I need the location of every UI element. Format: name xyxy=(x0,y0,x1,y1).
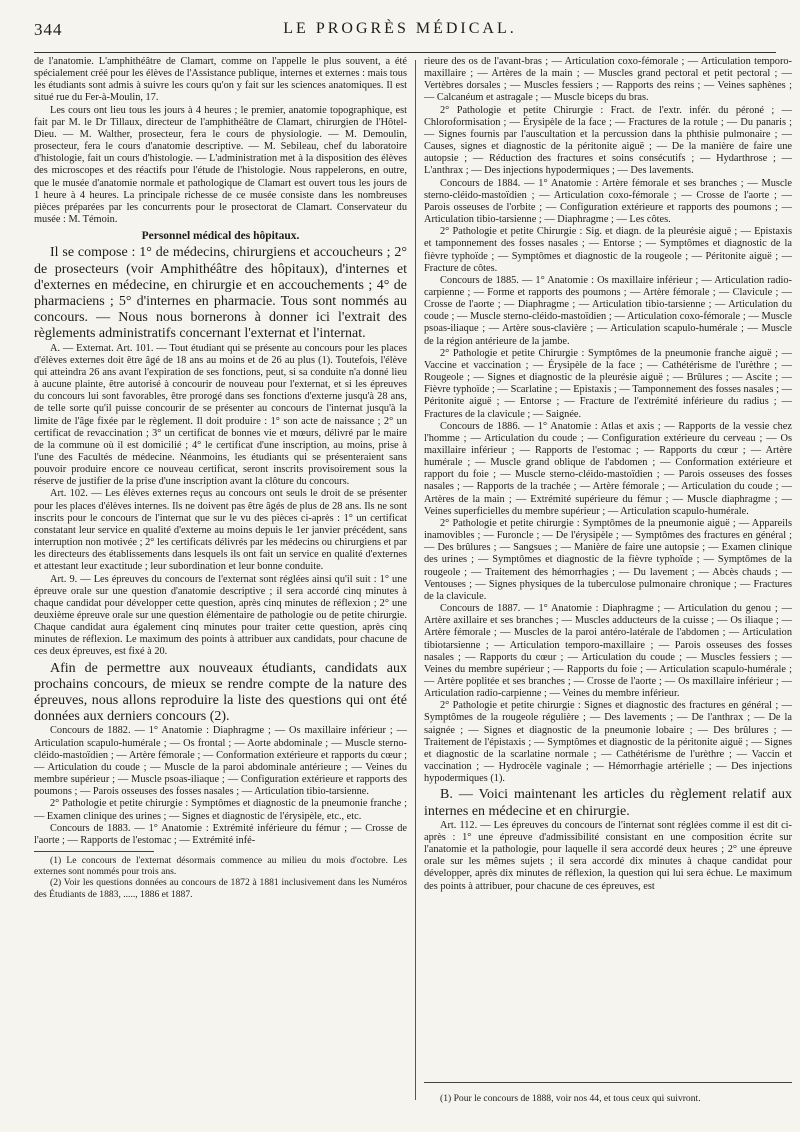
paragraph: Art. 112. — Les épreuves du concours de l'internat sont réglées comme il est dit ci-après : 1° une épreuve d'admissibilité consistant en une composition écrite sur l'anatomie et la pathologie, pour laquelle il sera accordé deux heures ; 2° une épreuve orale sur les mêmes sujets ; il sera accordé dix minutes à chaque candidat pour développer, après dix minutes de réflexion, la question qui lui sera échue. Le maximum des points à attribuer, pour chacune de ces épreuves, est xyxy=(424,819,792,892)
left-column xyxy=(34,56,407,1096)
page-header xyxy=(0,0,800,40)
paragraph: Concours de 1887. — 1° Anatomie : Diaphragme ; — Articulation du genou ; — Artère axillaire et ses branches ; — Muscles adducteurs de la cuisse ; — Os iliaque ; — Artère fémorale ; — Muscles de la paroi antéro-latérale de l'abdomen ; — Articulation tibiotarsienne ; — Articulation temporo-maxillaire ; — Parois osseuses des fosses nasales ; — Rapports du cœur ; — Articulation du coude ; — Muscles fessiers ; — Veines du membre supérieur ; — Rapports du foie ; — Articulation scapulo-humérale ; — Artère poplitée et ses branches ; — Crosse de l'aorte ; — Os maxillaire inférieur ; — Articulation radio-carpienne ; — Veines du membre inférieur. xyxy=(424,603,792,700)
header-rule xyxy=(34,52,776,53)
paragraph: Concours de 1884. — 1° Anatomie : Artère fémorale et ses branches ; — Muscle sterno-cléido-mastoïdien ; — Articulation coxo-fémorale ; — Crosse de l'aorte ; — Parois osseuses de l'orbite ; — Configuration extérieure et rapports des poumons ; — Articulation tibio-tarsienne ; — Diaphragme ; — Les côtes. xyxy=(424,177,792,226)
paragraph: Concours de 1885. — 1° Anatomie : Os maxillaire inférieur ; — Articulation radio-carpienne ; — Forme et rapports des poumons ; — Artère fémorale ; — Clavicule ; — Crosse de l'aorte ; — Diaphragme ; — Articulation tibio-tarsienne ; — Articulation du coude ; — Muscle sterno-cléido-mastoïdien ; — Articulation coxo-fémorale ; — Muscle psoas-iliaque ; — Artère sous-clavière ; — Articulation scapulo-humérale ; — Muscle de la région antérieure de la jambe. xyxy=(424,274,792,347)
running-title: LE PROGRÈS MÉDICAL. xyxy=(283,20,517,37)
paragraph: Concours de 1886. — 1° Anatomie : Atlas et axis ; — Rapports de la vessie chez l'homme ; — Articulation du coude ; — Configuration extérieure du cerveau ; — Os maxillaire inférieur ; — Rapports de l'estomac ; — Rapports du cœur ; — Artère humérale ; — Muscle grand oblique de l'abdomen ; — Conformation extérieure et rapport du foie ; — Muscle sterno-cléido-mastoïdien ; — Parois osseuses des fosses nasales ; — Rapports de la trachée ; — Artère fémorale ; — Articulation du coude ; — Artères de la main ; — Extrémité supérieure du fémur ; — Muscle diaphragme ; — Veines superficielles du membre supérieur ; — Articulation scapulo-humérale. xyxy=(424,420,792,517)
paragraph: 2° Pathologie et petite chirurgie : Symptômes et diagnostic de la pneumonie franche ; — Examen clinique des urines ; — Signes et diagnostic de l'érysipèle, etc., etc. xyxy=(34,798,407,822)
paragraph: 2° Pathologie et petite chirurgie : Symptômes de la pneumonie aiguë ; — Appareils inamovibles ; — Furoncle ; — De l'érysipèle ; — Symptômes des fractures en général ; — Des brûlures ; — Sangsues ; — Manière de faire une autopsie ; — Examen clinique des urines ; — Symptômes et diagnostic de la fièvre typhoïde ; — Symptômes de la rougeole ; — Traitement des hémorrhagies ; — Du lavement ; — Abcès chauds ; — Ventouses ; — Signes physiques de la tuberculose pulmonaire chronique ; — Fractures de la clavicule. xyxy=(424,517,792,602)
paragraph: Les cours ont lieu tous les jours à 4 heures ; le premier, anatomie topographique, est fait par M. le Dr Tillaux, directeur de l'amphithéâtre de Clamart, chirurgien de l'Hôtel-Dieu. — M. Walther, prosecteur, fera le cours de physiologie. — M. Demoulin, prosecteur, fera le cours d'anatomie descriptive. — M. Sebileau, chef du laboratoire d'histologie, fait un cours d'histologie. — L'administration met à la disposition des élèves des microscopes et des réactifs pour l'étude de l'histologie. Nous rappelerons, en outre, que le musée d'anatomie normale et pathologique de Clamart est ouvert tous les jours de 1 heure à 4 heures. La principale richesse de ce musée consiste dans les nombreuses pièces préparées par les concurrents pour le prosectorat de Clamart. Conservateur du musée : M. Témoin. xyxy=(34,104,407,226)
page-number: 344 xyxy=(34,20,63,39)
paragraph: Concours de 1882. — 1° Anatomie : Diaphragme ; — Os maxillaire inférieur ; — Articulation scapulo-humérale ; — Os frontal ; — Aorte abdominale ; — Muscle sterno-cléido-mastoïdien ; — Artère fémorale ; — Conformation extérieure et rapports du cœur ; — Articulation du coude ; — Muscle de la paroi abdominale antérieure ; — Veines du membre supérieur ; — Muscle psoas-iliaque ; — Configuration extérieure et rapports des poumons ; — Parois osseuses des fosses nasales ; — Articulation tibio-tarsienne. xyxy=(34,725,407,798)
paragraph: Art. 102. — Les élèves externes reçus au concours ont seuls le droit de se présenter pour les places d'élèves internes. Ils ne doivent pas être âgés de plus de 28 ans. Ils ne sont inscrits pour le concours de l'internat que sur le vu des pièces ci-après : 1° un certificat constatant leur service en qualité d'externe au moins depuis le 1er janvier précédent, sans interruption non motivée ; 2° les certificats délivrés par les médecins ou chirurgiens et par les directeurs des établissements dans lesquels ils ont fait un service en qualité d'externes et attestant leur exactitude ; leur subordination et leur bonne conduite. xyxy=(34,488,407,573)
paragraph: A. — Externat. Art. 101. — Tout étudiant qui se présente au concours pour les places d'élèves externes doit être âgé de 18 ans au moins et de 26 au plus (1). Toutefois, l'élève qui atteindra 26 ans avant l'expiration de ses fonctions, peut, si sa conduite n'a donné lieu à aucune plainte, être autorisé à concourir de nouveau pour l'externat, et si les épreuves du concours lui sont favorables, être prorogé dans ses fonctions d'externe jusqu'à 28 ans, de telle sorte qu'il puisse concourir de se présenter au concours de l'internat jusqu'à la limite de l'âge fixée par le règlement. Il doit produire : 1° son acte de naissance ; 2° un certificat de revaccination ; 3° un certificat de bonnes vie et mœurs, délivré par le maire de la commune où il est domicilié ; 4° le certificat d'une inscription, au moins, prise à l'une des Facultés de médecine. Néanmoins, les étudiants qui se présenteraient sans pouvoir produire encore ce nouveau certificat, seront inscrits provisoirement sous la réserve de justifier de la prise d'une inscription avant la clôture du concours. xyxy=(34,342,407,488)
paragraph: rieure des os de l'avant-bras ; — Articulation coxo-fémorale ; — Articulation temporo-maxillaire ; — Artères de la main ; — Muscles grand pectoral et petit pectoral ; — Vertèbres dorsales ; — Muscles fessiers ; — Rapports des reins ; — Veines saphènes ; — Calcanéum et astragale ; — Muscle biceps du bras. xyxy=(424,56,792,104)
paragraph: 2° Pathologie et petite Chirurgie : Fract. de l'extr. infér. du péroné ; — Chloroformisation ; — Érysipèle de la face ; — Fractures de la rotule ; — Du panaris ; — Signes fournis par l'auscultation et la percussion dans la phthisie pulmonaire ; — Causes, signes et diagnostic de la péritonite aiguë ; — De la manière de faire une autopsie ; — Réduction des fractures et soins consécutifs ; — Hydarthrose ; — L'anthrax ; — Des injections hypodermiques ; — Des lavements. xyxy=(424,104,792,177)
paragraph: 2° Pathologie et petite Chirurgie : Sig. et diagn. de la pleurésie aiguë ; — Epistaxis et tamponnement des fosses nasales ; — Entorse ; — Symptômes et diagnostic de la fièvre typhoïde ; — Symptômes et diagnostic de la rougeole ; — Péritonite aiguë ; — Fracture de côtes. xyxy=(424,226,792,274)
paragraph: 2° Pathologie et petite Chirurgie : Symptômes de la pneumonie franche aiguë ; — Vaccine et vaccination ; — Érysipèle de la face ; — Cathétérisme de l'urèthre ; — Rougeole ; — Signes et diagnostic de la pleurésie aiguë ; — Brûlures ; — Ascite ; — Fièvre typhoïde ; — Scarlatine ; — Epistaxis ; — Tamponnement des fosses nasales ; — Péritonite aiguë ; — Entorse ; — Fracture de l'extrémité inférieure du radius ; — Fractures de la clavicule ; — Saignée. xyxy=(424,347,792,420)
footnote-rule xyxy=(34,851,154,852)
paragraph: Concours de 1883. — 1° Anatomie : Extrémité inférieure du fémur ; — Crosse de l'aorte ; — Rapports de l'estomac ; — Extrémité infé- xyxy=(34,822,407,846)
paragraph: 2° Pathologie et petite chirurgie : Signes et diagnostic des fractures en général ; — Symptômes de la rougeole régulière ; — Des lavements ; — De l'anthrax ; — De la saignée ; — Signes et diagnostic de la pneumonie lobaire ; — Des brûlures ; — Traitement de l'épistaxis ; — Symptômes et diagnostic de la péritonite aiguë ; — Signes et diagnostic de la scarlatine normale ; — Cathétérisme de l'urèthre ; — Vaccin et vaccination ; — Hydrocèle vaginale ; — Hémorrhagie artérielle ; — Des injections hypodermiques (1). xyxy=(424,700,792,785)
paragraph: de l'anatomie. L'amphithéâtre de Clamart, comme on l'appelle le plus souvent, a été spécialement créé pour les élèves de l'Assistance publique, internes et externes : mais tous les étudiants sont admis à suivre les cours qu'on y fait sur les sciences anatomiques. Il est situé rue du Fer-à-Moulin, 17. xyxy=(34,56,407,104)
right-footnotes xyxy=(424,1078,792,1113)
footnote: (2) Voir les questions données au concours de 1872 à 1881 inclusivement dans les Numéros des Étudiants de 1883, ....., 1886 et 1887. xyxy=(34,877,407,900)
paragraph: Art. 9. — Les épreuves du concours de l'externat sont réglées ainsi qu'il suit : 1° une épreuve orale sur une question d'anatomie descriptive ; il sera accordé cinq minutes à chaque candidat pour développer cette question, après cinq minutes de réflexion ; 2° une deuxième épreuve orale sur une question élémentaire de pathologie ou de petite chirurgie. Chaque candidat aura également cinq minutes pour traiter cette question, après cinq minutes de réflexion. Le maximum des points à attribuer aux candidats, pour chacune de ces deux épreuves, est fixé à 20. xyxy=(34,573,407,658)
paragraph: Il se compose : 1° de médecins, chirurgiens et accoucheurs ; 2° de prosecteurs (voir Amphithéâtre des hôpitaux), d'internes et d'externes en médecine, en chirurgie et en accouchements ; 4° de pharmaciens ; 5° d'internes en pharmacie. Tous sont nommés au concours. — Nous nous bornerons à donner ici l'extrait des règlements administratifs concernant l'externat et l'internat. xyxy=(34,245,407,342)
section-heading: Personnel médical des hôpitaux. xyxy=(141,230,300,243)
right-column xyxy=(424,56,792,1066)
paragraph: Afin de permettre aux nouveaux étudiants, candidats aux prochains concours, de mieux se rendre compte de la nature des épreuves, nous allons reproduire la liste des questions qui ont été données aux derniers concours (2). xyxy=(34,660,407,725)
footnote: (1) Le concours de l'externat désormais commence au milieu du mois d'octobre. Les externes sont nommés pour trois ans. xyxy=(34,855,407,878)
footnote: (1) Pour le concours de 1888, voir nos 44, et tous ceux qui suivront. xyxy=(440,1092,701,1104)
footnote-rule xyxy=(424,1082,792,1083)
column-separator xyxy=(415,60,416,1100)
paragraph: B. — Voici maintenant les articles du règlement relatif aux internes en médecine et en chirurgie. xyxy=(424,787,792,819)
